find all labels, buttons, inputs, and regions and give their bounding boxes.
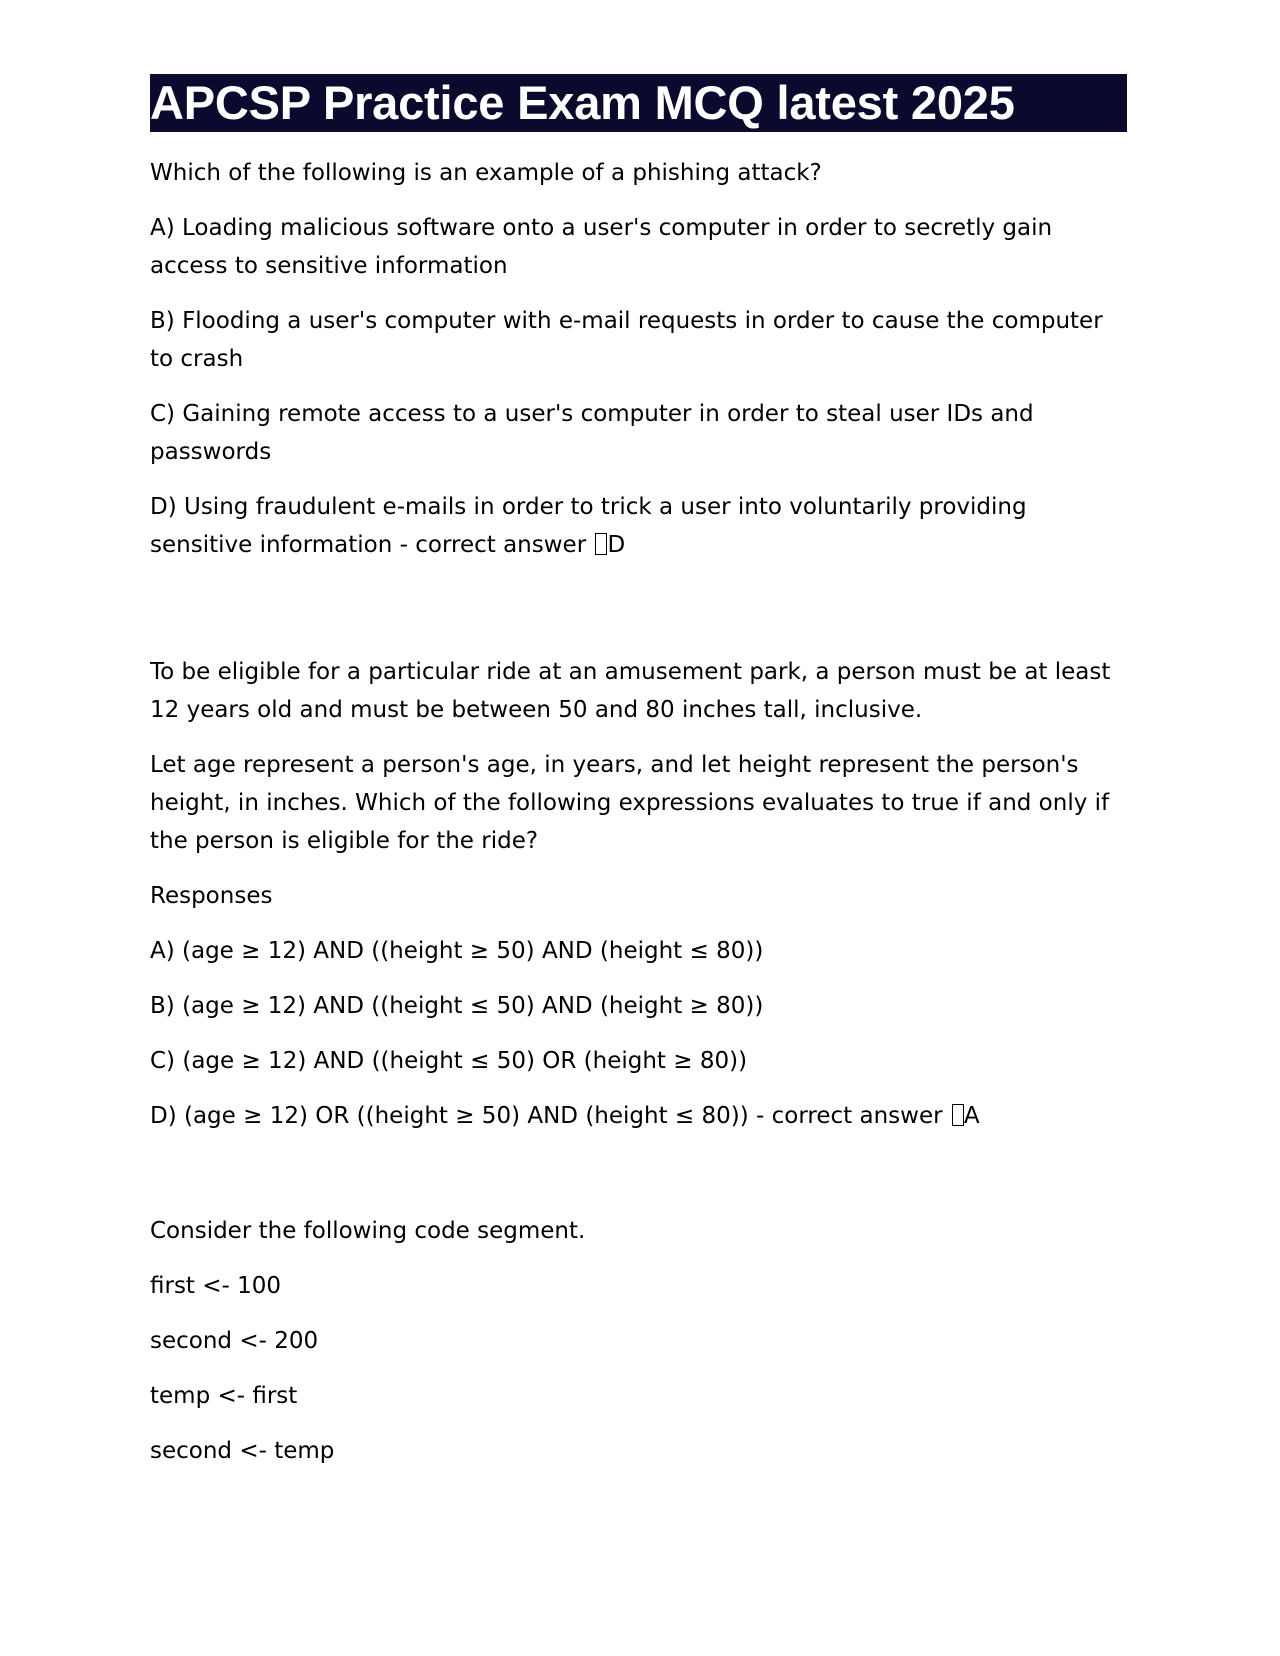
question-text: Which of the following is an example of a phishing attack? bbox=[150, 160, 822, 186]
question-text: Let age represent a person's age, in years, and let height represent the person's height, in inches. Which of the following expressions evaluates to true if and only if the person is eligible for the ride? bbox=[150, 752, 1110, 854]
correct-answer-letter: D bbox=[607, 532, 626, 558]
option-d bbox=[150, 488, 1130, 564]
document-page bbox=[150, 74, 1130, 1487]
code-line: temp <- first bbox=[150, 1383, 298, 1409]
option-b: B) Flooding a user's computer with e-mail requests in order to cause the computer to crash bbox=[150, 308, 1103, 372]
option-c: C) (age ≥ 12) AND ((height ≤ 50) OR (height ≥ 80)) bbox=[150, 1048, 748, 1074]
document-body bbox=[150, 154, 1130, 1470]
option-a: A) Loading malicious software onto a user's computer in order to secretly gain access to sensitive information bbox=[150, 215, 1053, 279]
document-title: APCSP Practice Exam MCQ latest 2025 bbox=[150, 76, 1015, 129]
code-line: second <- 200 bbox=[150, 1328, 319, 1354]
option-d bbox=[150, 1097, 1130, 1135]
option-d-text: D) (age ≥ 12) OR ((height ≥ 50) AND (height ≤ 80)) - correct answer bbox=[150, 1103, 950, 1129]
checkbox-glyph-icon bbox=[952, 1104, 964, 1126]
question-intro: Consider the following code segment. bbox=[150, 1218, 586, 1244]
title-banner bbox=[150, 74, 1127, 132]
code-line: first <- 100 bbox=[150, 1273, 282, 1299]
responses-label: Responses bbox=[150, 883, 273, 909]
question-2 bbox=[150, 653, 1130, 1135]
spacer bbox=[150, 581, 1130, 653]
question-intro: To be eligible for a particular ride at an amusement park, a person must be at least 12 years old and must be between 50 and 80 inches tall, inclusive. bbox=[150, 659, 1111, 723]
correct-answer-letter: A bbox=[963, 1103, 980, 1129]
spacer bbox=[150, 1152, 1130, 1212]
option-b: B) (age ≥ 12) AND ((height ≤ 50) AND (height ≥ 80)) bbox=[150, 993, 764, 1019]
code-line: second <- temp bbox=[150, 1438, 335, 1464]
option-a: A) (age ≥ 12) AND ((height ≥ 50) AND (height ≤ 80)) bbox=[150, 938, 764, 964]
question-3 bbox=[150, 1212, 1130, 1470]
option-d-text: D) Using fraudulent e-mails in order to trick a user into voluntarily providing sensitive information - correct answer bbox=[150, 494, 1027, 558]
checkbox-glyph-icon bbox=[595, 533, 607, 555]
question-1 bbox=[150, 154, 1130, 564]
option-c: C) Gaining remote access to a user's computer in order to steal user IDs and passwords bbox=[150, 401, 1034, 465]
